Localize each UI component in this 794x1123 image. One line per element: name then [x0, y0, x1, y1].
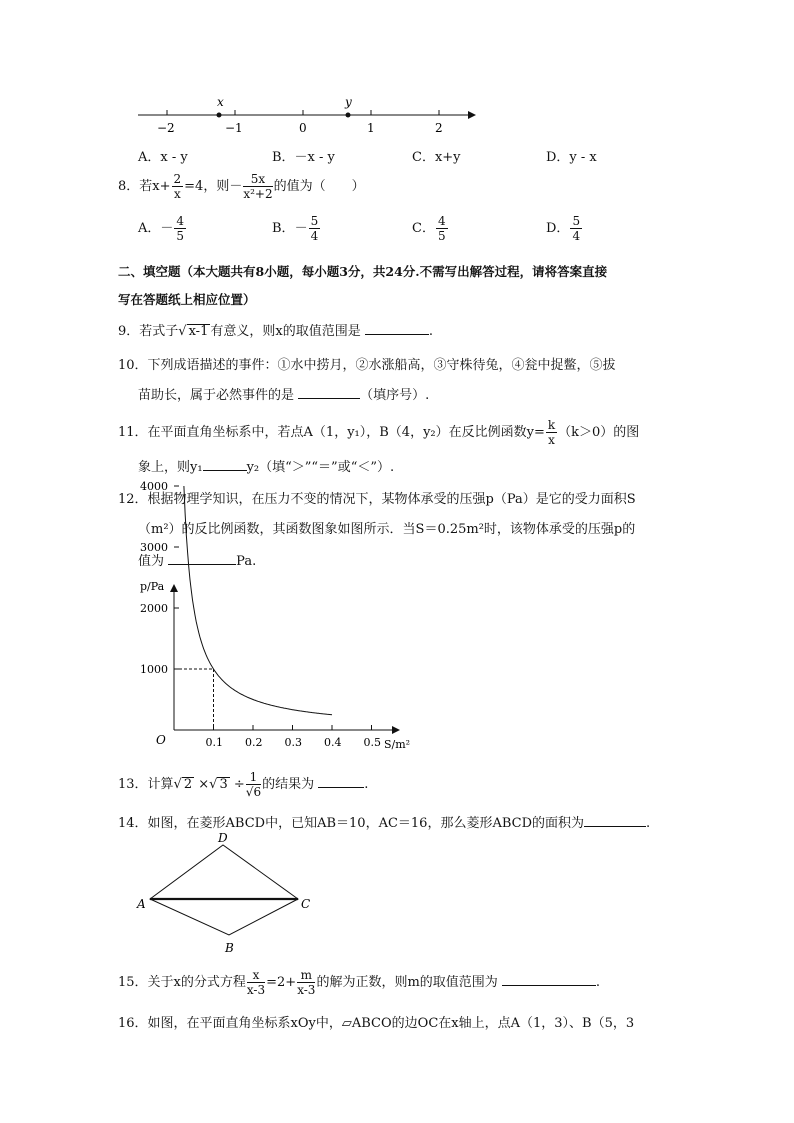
q8-option-b: B．－ $\frac{5}{4}$ — [272, 214, 319, 243]
question-12-cont2: 值为 Pa. — [138, 554, 257, 569]
point-x — [217, 113, 222, 118]
number-line — [130, 92, 480, 138]
answer-blank[interactable] — [502, 973, 596, 986]
question-11: 11．在平面直角坐标系中，若点A（1，y₁），B（4，y₂）在反比例函数y= $\frac{k}{x}$ （k＞0）的图 — [118, 418, 640, 447]
q7-option-b: B．－x - y — [272, 150, 335, 165]
tick-label: 0 — [299, 121, 307, 135]
question-12: 12．根据物理学知识，在压力不变的情况下，某物体承受的压强p（Pa）是它的受力面积S — [118, 492, 636, 507]
x-tick-label: 0.2 — [245, 736, 263, 749]
tick-label: 1 — [367, 121, 375, 135]
y-tick-label: 4000 — [140, 480, 168, 493]
vertex-label-a: A — [137, 897, 146, 911]
question-12-cont: （m²）的反比例函数，其函数图象如图所示．当S＝0.25m²时，该物体承受的压强p的 — [138, 522, 636, 537]
answer-blank[interactable] — [298, 386, 360, 399]
question-16: 16．如图，在平面直角坐标系xOy中，▱ABCO的边OC在x轴上，点A（1，3）、B（5，3 — [118, 1016, 635, 1031]
y-axis-label: p/Pa — [140, 580, 165, 593]
question-14: 14．如图，在菱形ABCD中，已知AB＝10，AC＝16，那么菱形ABCD的面积为 . — [118, 816, 651, 831]
x-tick-label: 0.5 — [363, 736, 381, 749]
point-x-label: x — [217, 95, 224, 109]
q7-option-d: D．y - x — [546, 150, 597, 165]
fraction: $\frac{2}{x}$ — [173, 172, 182, 201]
x-tick-label: 0.3 — [284, 736, 302, 749]
point-y-label: y — [345, 95, 352, 109]
x-axis-label: S/m² — [384, 738, 411, 751]
question-8: 8．若x+ $\frac{2}{x}$ =4，则－ $\frac{5x}{\text{x²+2}}$ 的值为（ ） — [118, 172, 365, 201]
q8-option-d: D． $\frac{5}{4}$ — [546, 214, 581, 243]
x-tick-label: 0.1 — [205, 736, 223, 749]
vertex-label-b: B — [225, 941, 234, 955]
fraction: $\frac{5x}{\text{x²+2}}$ — [243, 172, 273, 201]
vertex-label-d: D — [218, 831, 228, 845]
tick-label: −1 — [225, 121, 243, 135]
section-heading: 二、填空题（本大题共有8小题，每小题3分，共24分.不需写出解答过程，请将答案直接 — [118, 264, 608, 279]
chart-reference-lines — [174, 669, 214, 730]
y-tick-label: 2000 — [140, 602, 168, 615]
question-11-cont: 象上，则y₁ y₂（填“＞”“＝”或“＜”）. — [138, 460, 395, 475]
q7-option-c: C．x+y — [412, 150, 461, 165]
question-10: 10．下列成语描述的事件：①水中捞月，②水涨船高，③守株待兔，④瓮中捉鳖，⑤拔 — [118, 358, 616, 373]
answer-blank[interactable] — [584, 814, 646, 827]
origin-label: O — [156, 733, 166, 747]
vertex-label-c: C — [301, 897, 311, 911]
number-line-ticks — [167, 110, 439, 115]
q8-option-a: A．－ $\frac{4}{5}$ — [138, 214, 185, 243]
rhombus-figure — [130, 832, 320, 958]
chart-axes — [170, 584, 400, 734]
point-y — [346, 113, 351, 118]
answer-blank[interactable] — [168, 552, 236, 565]
y-tick-label: 3000 — [140, 541, 168, 554]
q7-option-a: A．x - y — [138, 150, 188, 165]
x-tick-label: 0.4 — [324, 736, 342, 749]
question-13: 13．计算√ 2 ×√ 3 ÷ $\frac{1}{√6}$ 的结果为 . — [118, 770, 369, 799]
answer-blank[interactable] — [203, 458, 247, 471]
y-axis-arrow — [170, 584, 178, 592]
answer-blank[interactable] — [318, 775, 364, 788]
answer-blank[interactable] — [365, 322, 429, 335]
tick-label: 2 — [435, 121, 443, 135]
tick-label: −2 — [157, 121, 175, 135]
section-heading-cont: 写在答题纸上相应位置） — [118, 292, 256, 307]
question-10-cont: 苗助长，属于必然事件的是 （填序号）. — [138, 388, 430, 403]
question-9: 9．若式子√ x-1 有意义，则x的取值范围是 . — [118, 324, 433, 339]
q8-option-c: C． $\frac{4}{5}$ — [412, 214, 446, 243]
y-tick-label: 1000 — [140, 663, 168, 676]
x-axis-arrow — [392, 726, 400, 734]
question-15: 15．关于x的分式方程 $\frac{x}{x-3}$ =2+ $\frac{m}{x-3}$ 的解为正数，则m的取值范围为 . — [118, 968, 601, 997]
